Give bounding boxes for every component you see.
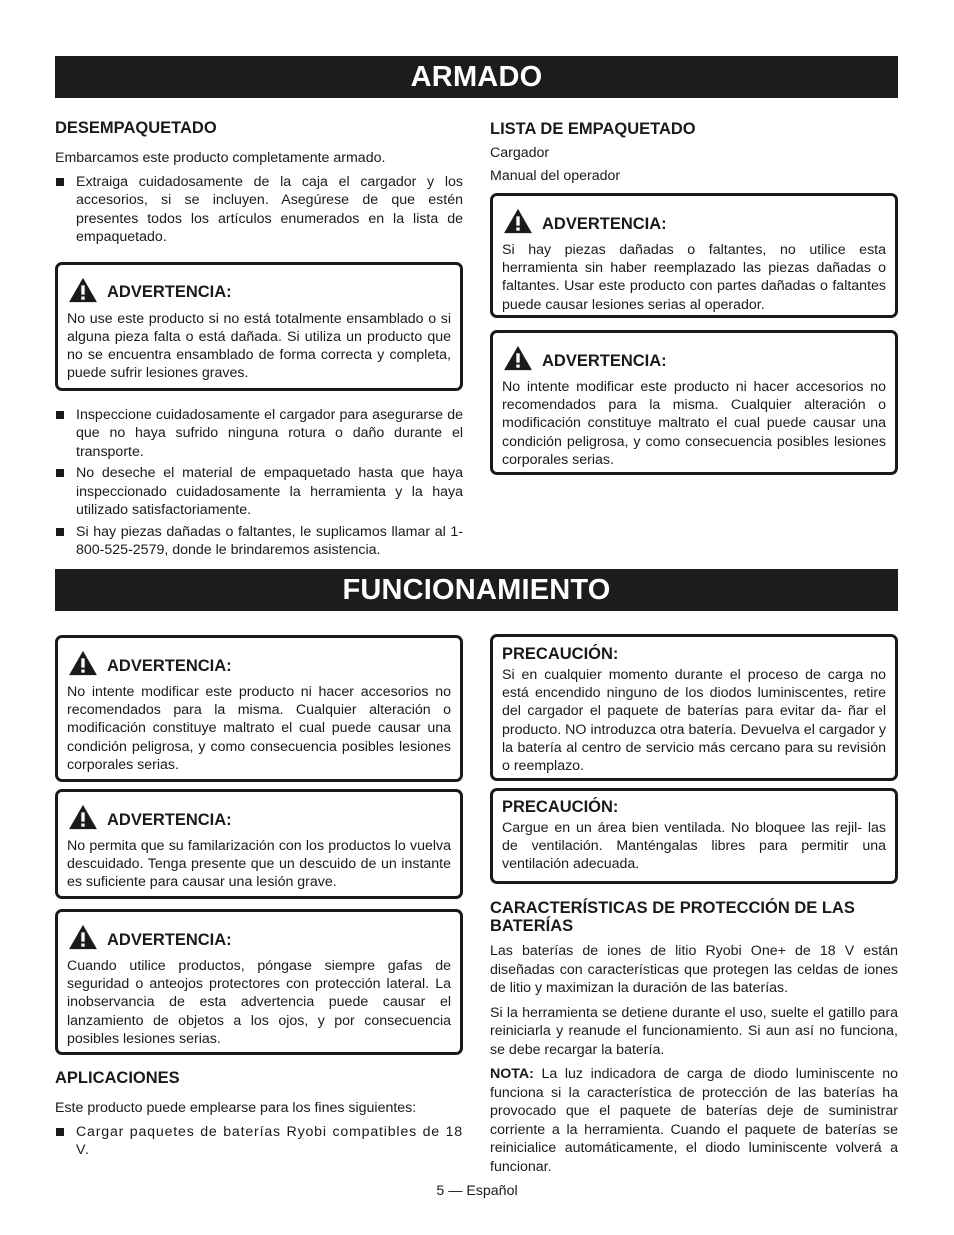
warning-triangle-icon	[67, 650, 99, 676]
warning-header	[502, 333, 886, 374]
warning-text: No permita que su familarización con los productos lo vuelva descuidado. Tenga presente que un descuido de un instante es suficiente para causar una lesión grave.	[67, 838, 451, 891]
funcionamiento-right-column	[490, 634, 898, 1176]
funcionamiento-left-column	[55, 635, 463, 1160]
desempaquetado-list-1	[55, 173, 463, 247]
warning-header	[67, 792, 451, 833]
proteccion-heading: CARACTERÍSTICAS DE PROTECCIÓN DE LAS BATERÍAS	[490, 899, 855, 935]
warning-header	[67, 912, 451, 953]
caution-text: Cargue en un área bien ventilada. No bloquee las rejil- las de ventilación. Manténgalas libres para permitir una ventilación adecuada.	[502, 820, 886, 873]
aplicaciones-heading: APLICACIONES	[55, 1069, 180, 1087]
warning-box-gafas	[55, 909, 463, 1055]
list-item: Inspeccione cuidadosamente el cargador para asegurarse de que no haya sufrido ninguna rotura o daño durante el transporte.	[55, 406, 463, 462]
section-banner-funcionamiento: FUNCIONAMIENTO	[55, 569, 898, 611]
proteccion-note	[490, 1065, 898, 1176]
section-banner-armado: ARMADO	[55, 56, 898, 98]
lista-empaquetado-section	[490, 120, 898, 475]
warning-label: ADVERTENCIA:	[107, 283, 232, 301]
warning-triangle-icon	[67, 277, 99, 303]
warning-label: ADVERTENCIA:	[107, 656, 232, 675]
desempaquetado-intro: Embarcamos este producto completamente armado.	[55, 150, 386, 166]
warning-triangle-icon	[67, 804, 99, 830]
note-text: La luz indicadora de carga de diodo luminiscente no funciona si la característica de protección de las baterías ha provocado que el paquete de baterías deje de suministrar corriente a la herramienta. Cuando el paquete de baterías se reinicialice automáticamente, el diodo luminiscente volverá a funcionar.	[490, 1066, 898, 1175]
aplicaciones-list	[55, 1123, 463, 1160]
warning-box-modificar	[490, 330, 898, 475]
warning-header	[67, 638, 451, 679]
warning-triangle-icon	[502, 345, 534, 371]
list-item: No deseche el material de empaquetado hasta que haya inspeccionado cuidadosamente la herramienta y la haya utilizado satisfactoriamente.	[55, 464, 463, 520]
list-item: Extraiga cuidadosamente de la caja el cargador y los accesorios, si se incluyen. Asegúrese de que estén presentes todos los artículos enumerados en la lista de empaquetado.	[55, 173, 463, 247]
note-label: NOTA:	[490, 1066, 534, 1082]
caution-box-ventilacion	[490, 788, 898, 884]
warning-header	[67, 265, 451, 306]
proteccion-paragraph-1: Las baterías de iones de litio Ryobi One+ de 18 V están diseñadas con características que protegen las celdas de iones de litio y maximizan la duración de las baterías.	[490, 943, 898, 996]
warning-label: ADVERTENCIA:	[542, 351, 667, 370]
caution-label: PRECAUCIÓN:	[502, 798, 619, 816]
warning-label: ADVERTENCIA:	[542, 214, 667, 233]
warning-label: ADVERTENCIA:	[107, 930, 232, 949]
warning-text: Si hay piezas dañadas o faltantes, no utilice esta herramienta sin haber reemplazado las piezas dañadas o faltantes. Usar este producto con partes dañadas o faltantes puede causar lesiones serias al operador.	[502, 242, 886, 313]
warning-text: No use este producto si no está totalmente ensamblado o si alguna pieza falta o está dañada. Si utiliza un producto que no se encuentra ensamblado de forma correcta y completa, puede sufrir lesiones graves.	[67, 310, 451, 382]
aplicaciones-intro: Este producto puede emplearse para los fines siguientes:	[55, 1100, 417, 1116]
page-footer: 5 — Español	[436, 1183, 518, 1199]
list-item: Cargar paquetes de baterías Ryobi compatibles de 18 V.	[55, 1123, 463, 1160]
desempaquetado-heading: DESEMPAQUETADO	[55, 119, 217, 137]
lista-item-cargador: Cargador	[490, 145, 550, 161]
lista-item-manual: Manual del operador	[490, 167, 621, 184]
list-item: Si hay piezas dañadas o faltantes, le suplicamos llamar al 1-800-525-2579, donde le brindaremos asistencia.	[55, 523, 463, 560]
warning-text: No intente modificar este producto ni hacer accesorios no recomendados para la misma. Cualquier alteración o modificación constituye maltrato el cual puede causar una condición peligrosa, y como consecuencia posibles lesiones corporales serias.	[67, 684, 451, 773]
warning-header	[502, 196, 886, 237]
desempaquetado-list-2	[55, 406, 463, 560]
warning-box-descuido	[55, 789, 463, 899]
proteccion-paragraph-2: Si la herramienta se detiene durante el uso, suelte el gatillo para reiniciarla y reanude el funcionamiento. Si aun así no funciona, se debe recargar la batería.	[490, 1004, 898, 1058]
warning-triangle-icon	[67, 924, 99, 950]
caution-label: PRECAUCIÓN:	[502, 645, 619, 663]
warning-text: Cuando utilice productos, póngase siempre gafas de seguridad o anteojos protectores con protección lateral. La inobservancia de esta advertencia puede causar el lanzamiento de objetos a los ojos, y por consecuencia posibles lesiones serias.	[67, 958, 451, 1047]
warning-triangle-icon	[502, 208, 534, 234]
desempaquetado-section	[55, 119, 463, 560]
lista-heading: LISTA DE EMPAQUETADO	[490, 120, 696, 138]
warning-box-modificar-2	[55, 635, 463, 782]
warning-box-ensamblado	[55, 262, 463, 391]
warning-box-piezas	[490, 193, 898, 318]
warning-text: No intente modificar este producto ni hacer accesorios no recomendados para la misma. Cualquier alteración o modificación constituye maltrato el cual puede causar una condición peligrosa, y como consecuencia posibles lesiones corporales serias.	[502, 379, 886, 468]
caution-box-diodos	[490, 634, 898, 781]
caution-text: Si en cualquier momento durante el proceso de carga no está encendido ninguno de los diodos luminiscentes, retire del cargador el paquete de baterías para evitar da- ñar el producto. NO introduzca otra batería. Devuelva el cargador y la batería al centro de servicio más cercano para su revisión o reemplazo.	[502, 667, 886, 775]
warning-label: ADVERTENCIA:	[107, 810, 232, 829]
